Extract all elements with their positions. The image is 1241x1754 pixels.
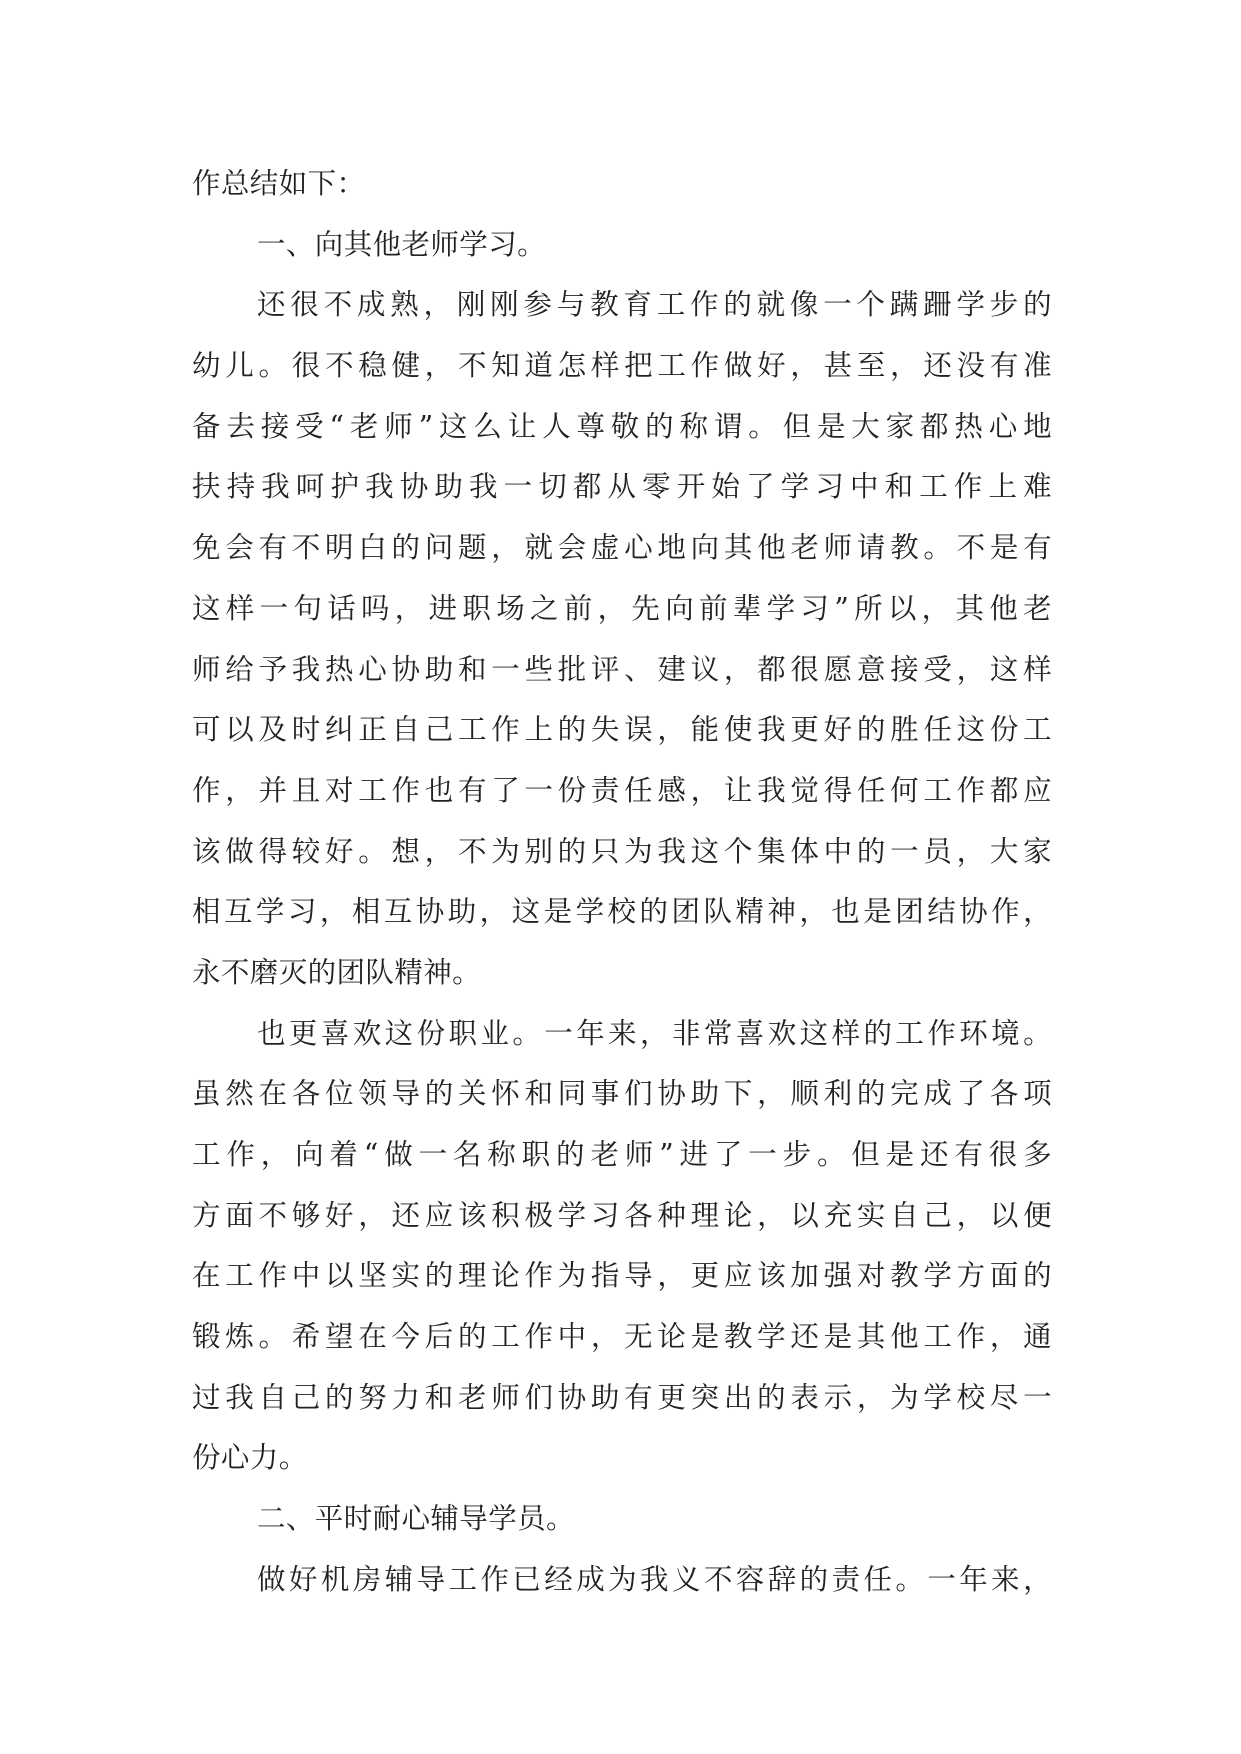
text-line: 方面不够好，还应该积极学习各种理论，以充实自己，以便 bbox=[192, 1198, 1052, 1232]
text-line: 锻炼。希望在今后的工作中，无论是教学还是其他工作，通 bbox=[192, 1320, 1052, 1354]
text-line: 作，并且对工作也有了一份责任感，让我觉得任何工作都应 bbox=[192, 773, 1052, 807]
text-line: 作总结如下： bbox=[192, 167, 366, 200]
document-body bbox=[192, 154, 1052, 1611]
section-heading: 一、向其他老师学习。 bbox=[257, 227, 547, 261]
text-line: 过我自己的努力和老师们协助有更突出的表示，为学校尽一 bbox=[192, 1380, 1052, 1414]
text-line: 相互学习，相互协助，这是学校的团队精神，也是团结协作， bbox=[192, 895, 1052, 929]
text-line: 这样一句话吗，进职场之前，先向前辈学习”所以，其他老 bbox=[192, 591, 1052, 625]
text-line: 虽然在各位领导的关怀和同事们协助下，顺利的完成了各项 bbox=[192, 1077, 1052, 1111]
text-line: 可以及时纠正自己工作上的失误，能使我更好的胜任这份工 bbox=[192, 713, 1052, 747]
text-line: 工作，向着“做一名称职的老师”进了一步。但是还有很多 bbox=[192, 1138, 1052, 1171]
text-line: 扶持我呵护我协助我一切都从零开始了学习中和工作上难 bbox=[192, 470, 1052, 504]
text-line: 备去接受“老师”这么让人尊敬的称谓。但是大家都热心地 bbox=[192, 409, 1052, 443]
text-line: 永不磨灭的团队精神。 bbox=[192, 955, 482, 989]
text-line: 幼儿。很不稳健，不知道怎样把工作做好，甚至，还没有准 bbox=[192, 349, 1052, 383]
text-line: 份心力。 bbox=[192, 1441, 308, 1475]
section-heading: 二、平时耐心辅导学员。 bbox=[257, 1502, 575, 1536]
text-line: 免会有不明白的问题，就会虚心地向其他老师请教。不是有 bbox=[192, 531, 1052, 565]
text-line: 该做得较好。想，不为别的只为我这个集体中的一员，大家 bbox=[192, 834, 1052, 868]
text-line: 做好机房辅导工作已经成为我义不容辞的责任。一年来， bbox=[257, 1562, 1052, 1596]
text-line: 在工作中以坚实的理论作为指导，更应该加强对教学方面的 bbox=[192, 1259, 1052, 1293]
text-line: 还很不成熟，刚刚参与教育工作的就像一个蹒跚学步的 bbox=[257, 288, 1052, 322]
text-line: 也更喜欢这份职业。一年来，非常喜欢这样的工作环境。 bbox=[257, 1016, 1052, 1050]
text-line: 师给予我热心协助和一些批评、建议，都很愿意接受，这样 bbox=[192, 652, 1052, 686]
